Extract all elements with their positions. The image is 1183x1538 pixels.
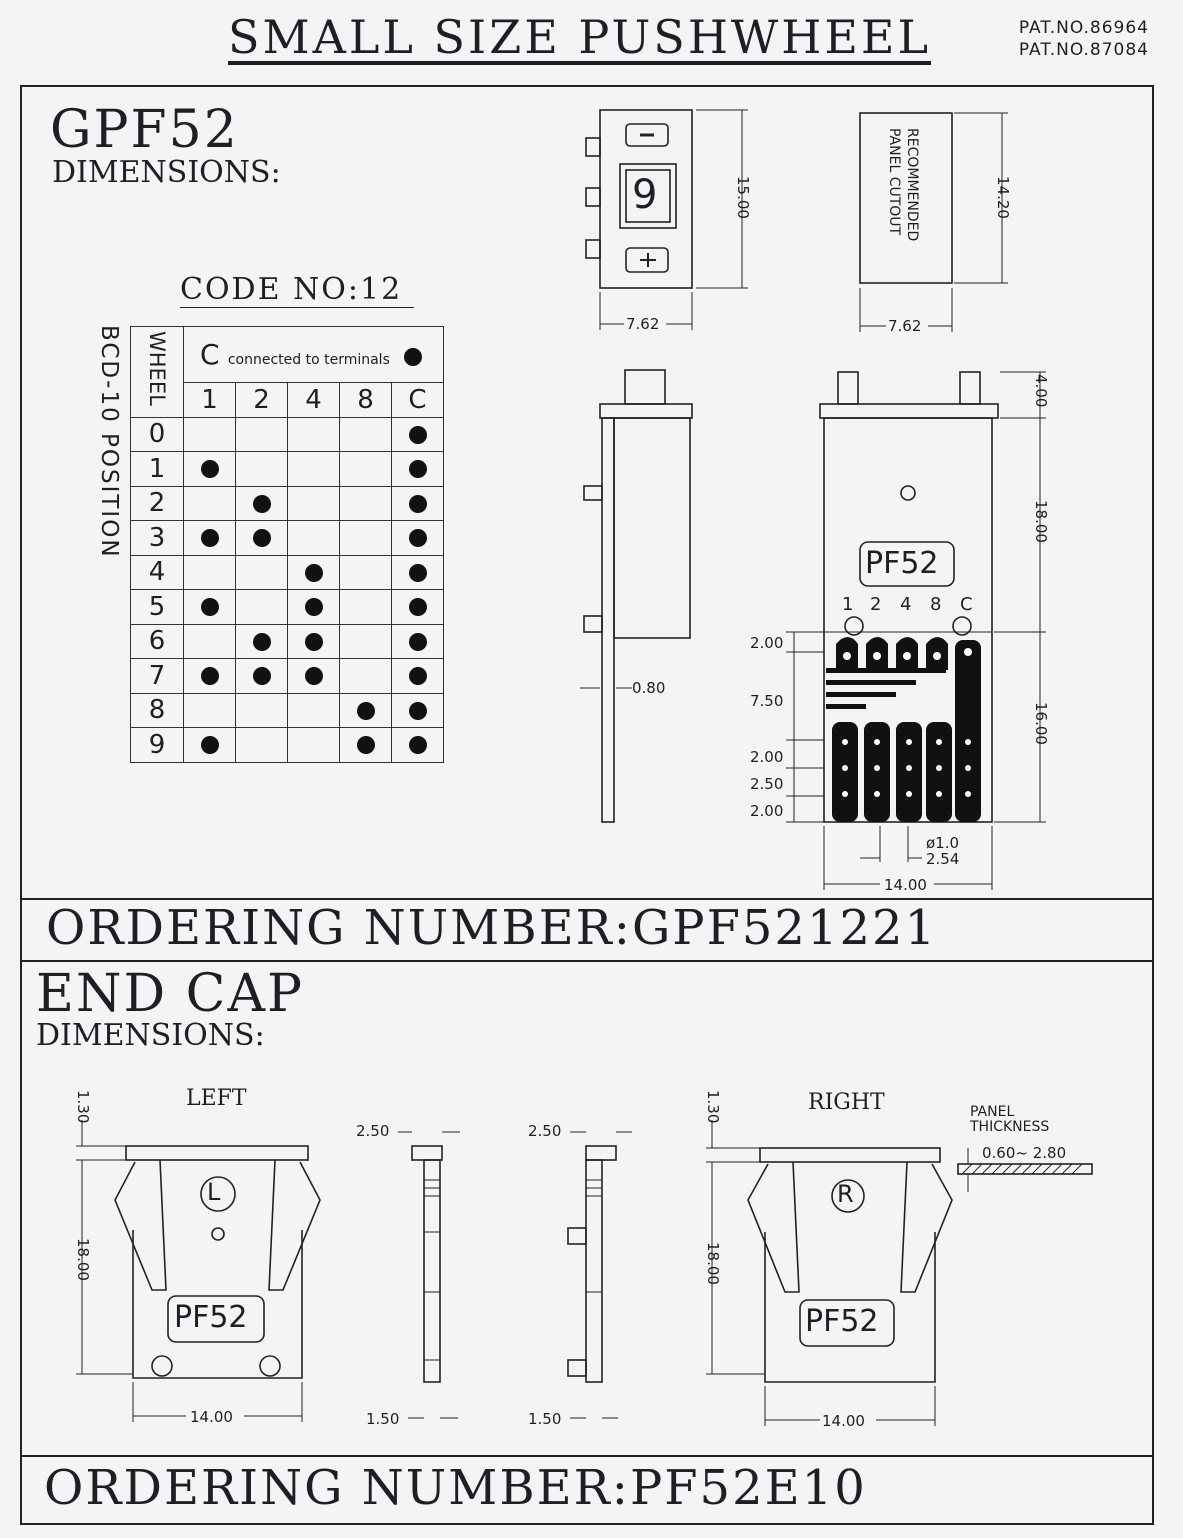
patent-number-1: PAT.NO.86964 [1018,18,1149,38]
column-header: 4 [288,383,340,418]
right-label: RIGHT [808,1090,885,1115]
dim-top: 4.00 [1032,374,1050,408]
position-cell: 4 [131,555,184,590]
position-cell: 8 [131,693,184,728]
cutout-width-dim: 7.62 [888,317,922,335]
dim-left-3: 2.00 [750,748,784,766]
position-cell: 3 [131,521,184,556]
right-dim-height: 18.00 [704,1242,722,1285]
column-header: 8 [340,383,392,418]
terminal-2: 2 [870,594,882,615]
column-header: 1 [184,383,236,418]
side-thickness-dim: 0.80 [632,679,666,697]
dim-pcb: 16.00 [1032,702,1050,745]
pitch-dim: 2.54 [926,850,960,868]
hole-dim: ø1.0 [926,834,960,852]
side-left-dim-top: 2.50 [356,1122,390,1140]
position-cell: 6 [131,624,184,659]
panel-label-2: THICKNESS [970,1119,1050,1135]
wheel-header: WHEEL [131,327,184,418]
page-title: SMALL SIZE PUSHWHEEL [228,10,932,64]
width-dim: 14.00 [884,876,927,894]
right-cap-pcb-label: PF52 [805,1304,879,1339]
dim-left-5: 2.00 [750,802,784,820]
endcap-title: END CAP [36,964,305,1024]
column-header: 2 [236,383,288,418]
left-dim-height: 18.00 [74,1238,92,1281]
side-right-dim-bottom: 1.50 [528,1410,562,1428]
right-cap-top [760,1148,940,1162]
cutout-text-2: PANEL CUTOUT [886,128,902,236]
dim-body: 18.00 [1032,500,1050,543]
right-dim-width: 14.00 [822,1412,865,1430]
front-height-dim: 15.00 [734,176,752,219]
terminal-1: 1 [842,594,854,615]
right-mark: R [837,1180,854,1208]
endcap-dimensions-label: DIMENSIONS: [36,1018,265,1053]
dim-left-2: 7.50 [750,692,784,710]
model-title: GPF52 [50,100,239,160]
patent-number-2: PAT.NO.87084 [1018,40,1149,60]
terminal-4: 4 [900,594,912,615]
position-cell: 1 [131,452,184,487]
left-dim-width: 14.00 [190,1408,233,1426]
terminal-8: 8 [930,594,942,615]
position-cell: 2 [131,486,184,521]
bcd-position-label: BCD-10 POSITION [96,325,122,559]
pcb-traces [826,637,981,822]
cutout-height-dim: 14.20 [994,176,1012,219]
cutout-text-1: RECOMMENDED [904,128,920,242]
position-cell: 5 [131,590,184,625]
left-cap-pcb-label: PF52 [174,1300,248,1335]
position-cell: 7 [131,659,184,694]
front-digit: 9 [632,172,658,218]
left-dim-top: 1.30 [74,1090,92,1124]
dim-left-4: 2.50 [750,775,784,793]
position-cell: 9 [131,728,184,763]
front-width-dim: 7.62 [626,315,660,333]
column-header: C [392,383,444,418]
side-right-dim-top: 2.50 [528,1122,562,1140]
left-cap-top [126,1146,308,1160]
panel-range: 0.60~ 2.80 [982,1144,1067,1162]
ordering-number-endcap: ORDERING NUMBER:PF52E10 [44,1460,867,1516]
ordering-number-gpf52: ORDERING NUMBER:GPF521221 [46,900,938,956]
side-left-dim-bottom: 1.50 [366,1410,400,1428]
connected-header: C connected to terminals [184,327,444,383]
right-dim-top: 1.30 [704,1090,722,1124]
left-mark: L [207,1178,221,1206]
dim-left-1: 2.00 [750,634,784,652]
panel-hatch [962,1164,1082,1174]
code-number-title: CODE NO:12 [180,272,414,308]
position-cell: 0 [131,417,184,452]
pcb-label: PF52 [865,546,939,581]
dimensions-label: DIMENSIONS: [52,155,281,190]
panel-label-1: PANEL [970,1104,1015,1120]
left-label: LEFT [186,1086,247,1111]
terminal-c: C [960,594,973,615]
